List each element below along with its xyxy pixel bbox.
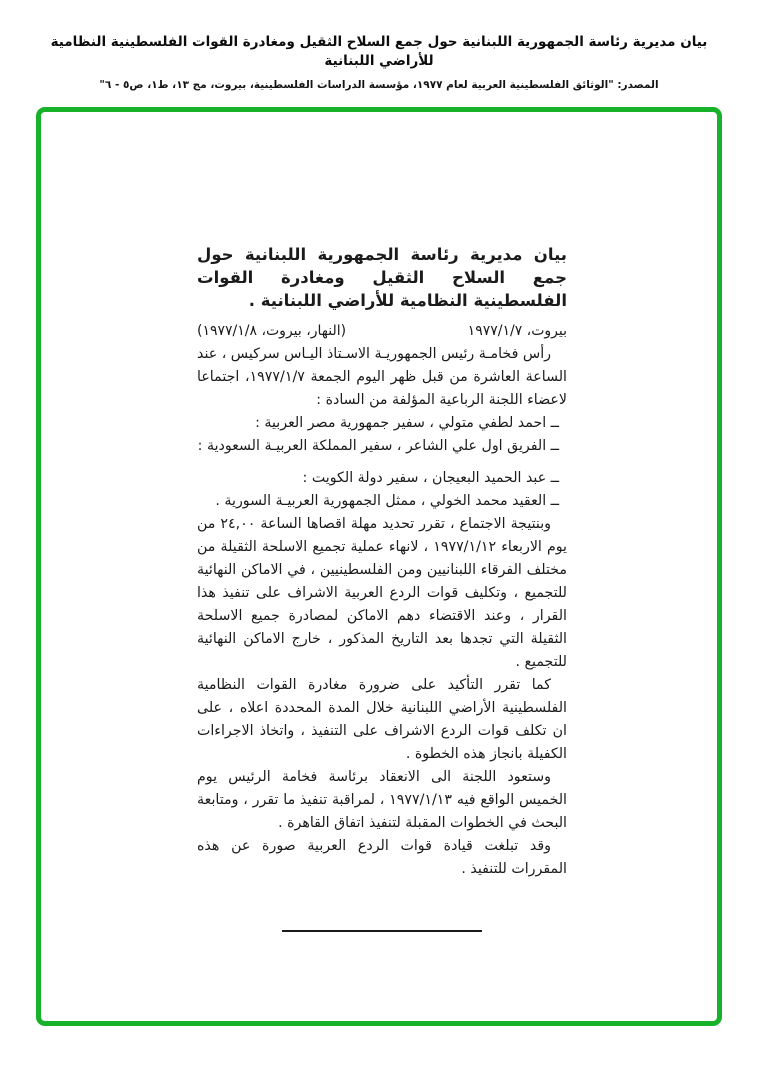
dateline-publication: (النهار، بيروت، ١٩٧٧/١/٨) (197, 323, 347, 339)
page-header (0, 0, 758, 91)
committee-member-egypt: ــ احمد لطفي متولي ، سفير جمهورية مصر العربية : (255, 415, 559, 431)
paragraph-notification: وقد تبلغت قيادة قوات الردع العربية صورة عن هذه المقررات للتنفيذ . (197, 838, 567, 877)
paragraph-decision: وبنتيجة الاجتماع ، تقرر تحديد مهلة اقصاها الساعة ٢٤,٠٠ من يوم الاربعاء ١٩٧٧/١/١٢ ، لانهاء عملية تجميع الاسلحة الثقيلة من مختلف الفرقاء اللبنانيين ومن الفلسطينيين ، في الاماكن النهائية للتجميع ، وتكليف قوات الردع العربية الاشراف على تنفيذ هذا القرار ، وعند الاقتضاء دهم الاماكن لمصادرة جميع الاسلحة الثقيلة التي تجدها بعد التاريخ المذكور ، خارج الاماكن النهائية للتجميع . (197, 516, 568, 670)
dateline (197, 320, 567, 343)
dateline-place-date: بيروت، ١٩٧٧/١/٧ (467, 323, 567, 339)
committee-members-list (197, 412, 567, 513)
green-document-frame (36, 107, 722, 1026)
document-title: بيان مديرية رئاسة الجمهورية اللبنانية حول جمع السلاح الثقيل ومغادرة القوات الفلسطينية النظامية للأراضي اللبنانية . (197, 245, 567, 310)
closing-rule (282, 930, 482, 932)
paragraph-intro: رأس فخامـة رئيس الجمهوريـة الاسـتاذ اليـاس سركيس ، عند الساعة العاشرة من قبل ظهر اليوم الجمعة ١٩٧٧/١/٧، اجتماعا لاعضاء اللجنة الرباعية المؤلفة من السادة : (197, 346, 567, 408)
committee-member-saudi: ــ الفريق اول علي الشاعر ، سفير المملكة العربيـة السعودية : (197, 438, 559, 454)
committee-member-kuwait: ــ عبد الحميد البعيجان ، سفير دولة الكويت : (302, 470, 559, 486)
paragraph-next-meeting: وستعود اللجنة الى الانعقاد برئاسة فخامة الرئيس يوم الخميس الواقع فيه ١٩٧٧/١/١٣ ، لمراقبة تنفيذ ما تقرر ، ومتابعة البحث في الخطوات المقبلة لتنفيذ اتفاق القاهرة . (197, 769, 567, 831)
paragraph-departure: كما تقرر التأكيد على ضرورة مغادرة القوات النظامية الفلسطينية الأراضي اللبنانية خلال المدة المحددة اعلاه ، على ان تكلف قوات الردع الاشراف على التنفيذ ، واتخاذ الاجراءات الكفيلة بانجاز هذه الخطوة . (197, 677, 567, 762)
page-title: بيان مديرية رئاسة الجمهورية اللبنانية حول جمع السلاح الثقيل ومغادرة القوات الفلسطينية النظامية للأراضي اللبنانية (50, 34, 708, 69)
scanned-document (197, 243, 567, 932)
committee-member-syria: ــ العقيد محمد الخولي ، ممثل الجمهورية العربيـة السورية . (215, 493, 559, 509)
source-citation: المصدر: "الوثائق الفلسطينية العربية لعام ١٩٧٧، مؤسسة الدراسات الفلسطينية، بيروت، مج ١٣، ط١، ص٥ - ٦" (99, 78, 659, 91)
